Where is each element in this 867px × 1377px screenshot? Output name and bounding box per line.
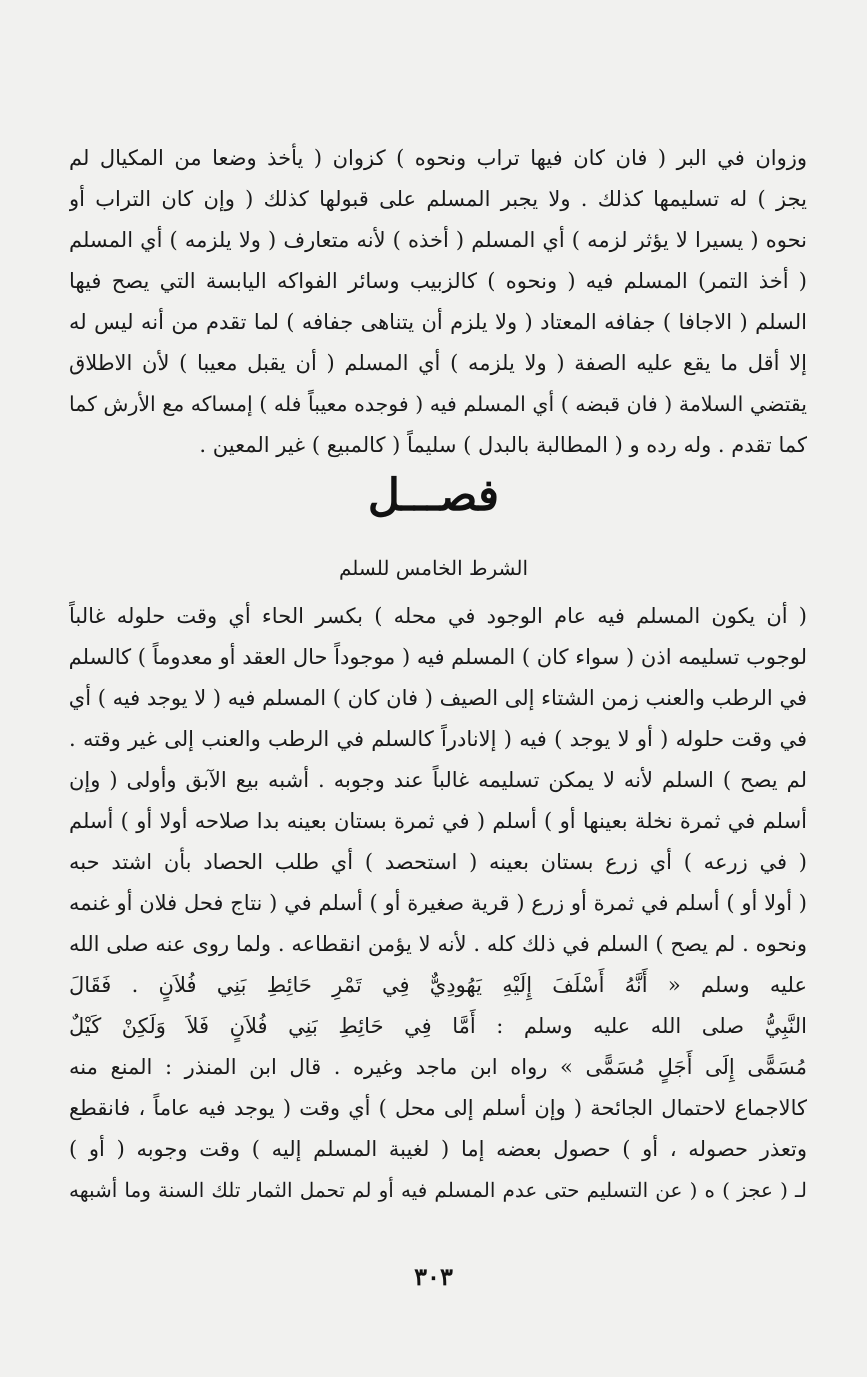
text-line: وزوان في البر ( فان كان فيها تراب ونحوه ) كزوان ( يأخذ وضعا من المكيال لم <box>69 146 807 170</box>
text-line: لوجوب تسليمه اذن ( سواء كان ) المسلم فيه ( موجوداً حال العقد أو معدوماً ) كالسلم <box>69 645 807 669</box>
text-line: إلا أقل ما يقع عليه الصفة ( ولا يلزمه ) أي المسلم ( أن يقبل معيبا ) لأن الاطلاق <box>69 351 807 375</box>
subheading: الشرط الخامس للسلم <box>338 556 529 580</box>
text-line: لـ ( عجز ) ه ( عن التسليم حتى عدم المسلم فيه أو لم تحمل الثمار تلك السنة وما أشبهه <box>69 1178 807 1202</box>
text-line: ( أولا أو ) أسلم في ثمرة أو زرع ( قرية صغيرة أو ) أسلم في ( نتاج فحل فلان أو غنمه <box>69 891 807 915</box>
text-line: السلم ( الاجافا ) جفافه المعتاد ( ولا يلزم أن يتناهى جفافه ) لما تقدم من أنه ليس له <box>69 310 807 334</box>
text-line: النَّبِيُّ صلى الله عليه وسلم : أَمَّا فِي حَائِطِ بَنِي فُلاَنٍ فَلاَ وَلَكِنْ كَيْلٌ <box>69 1014 807 1038</box>
text-line: ( أخذ التمر) المسلم فيه ( ونحوه ) كالزبيب وسائر الفواكه اليابسة التي يصح فيها <box>69 269 807 293</box>
text-line: ( في زرعه ) أي زرع بستان بعينه ( استحصد ) أي طلب الحصاد بأن اشتد حبه <box>69 850 807 874</box>
paragraph-main <box>69 596 807 1211</box>
section-heading: فصـــل <box>367 470 500 521</box>
text-line: في الرطب والعنب زمن الشتاء إلى الصيف ( فان كان ) المسلم فيه ( لا يوجد فيه ) أي <box>69 686 807 710</box>
text-line: مُسَمًّى إِلَى أَجَلٍ مُسَمًّى » رواه ابن ماجد وغيره . قال ابن المنذر : المنع منه <box>69 1055 807 1079</box>
page-number: ٣٠٣ <box>414 1262 453 1291</box>
text-line: لم يصح ) السلم لأنه لا يمكن تسليمه غالباً عند وجوبه . أشبه بيع الآبق وأولى ( وإن <box>69 768 807 792</box>
text-line: عليه وسلم « أَنَّهُ أَسْلَفَ إِلَيْهِ يَهُودِيٌّ فِي تَمْرِ حَائِطِ بَنِي فُلاَنٍ . فَقَالَ <box>69 973 807 997</box>
text-line: وتعذر حصوله ، أو ) حصول بعضه إما ( لغيبة المسلم إليه ) وقت وجوبه ( أو ) <box>69 1137 807 1161</box>
text-line: كما تقدم . وله رده و ( المطالبة بالبدل ) سليماً ( كالمبيع ) غير المعين . <box>199 433 807 457</box>
text-line: يقتضي السلامة ( فان قبضه ) أي المسلم فيه ( فوجده معيباً فله ) إمساكه مع الأرش كما <box>69 392 807 416</box>
text-line: ونحوه . لم يصح ) السلم في ذلك كله . لأنه لا يؤمن انقطاعه . ولما روى عنه صلى الله <box>69 932 807 956</box>
text-line: كالاجماع لاحتمال الجائحة ( وإن أسلم إلى محل ) أي وقت ( يوجد فيه عاماً ، فانقطع <box>69 1096 807 1120</box>
text-line: ( أن يكون المسلم فيه عام الوجود في محله ) بكسر الحاء أي وقت حلوله غالباً <box>69 604 807 628</box>
text-line: أسلم في ثمرة نخلة بعينها أو ) أسلم ( في ثمرة بستان بعينه بدا صلاحه أولا أو ) أسلم <box>69 809 807 833</box>
text-line: في وقت حلوله ( أو لا يوجد ) فيه ( إلانادراً كالسلم في الرطب والعنب إلى غير وقته . <box>69 727 807 751</box>
paragraph-top <box>69 138 807 466</box>
text-line: يجز ) له تسليمها كذلك . ولا يجبر المسلم على قبولها كذلك ( وإن كان التراب أو <box>69 187 807 211</box>
text-line: نحوه ( يسيرا لا يؤثر لزمه ) أي المسلم ( أخذه ) لأنه متعارف ( ولا يلزمه ) أي المسلم <box>69 228 807 252</box>
